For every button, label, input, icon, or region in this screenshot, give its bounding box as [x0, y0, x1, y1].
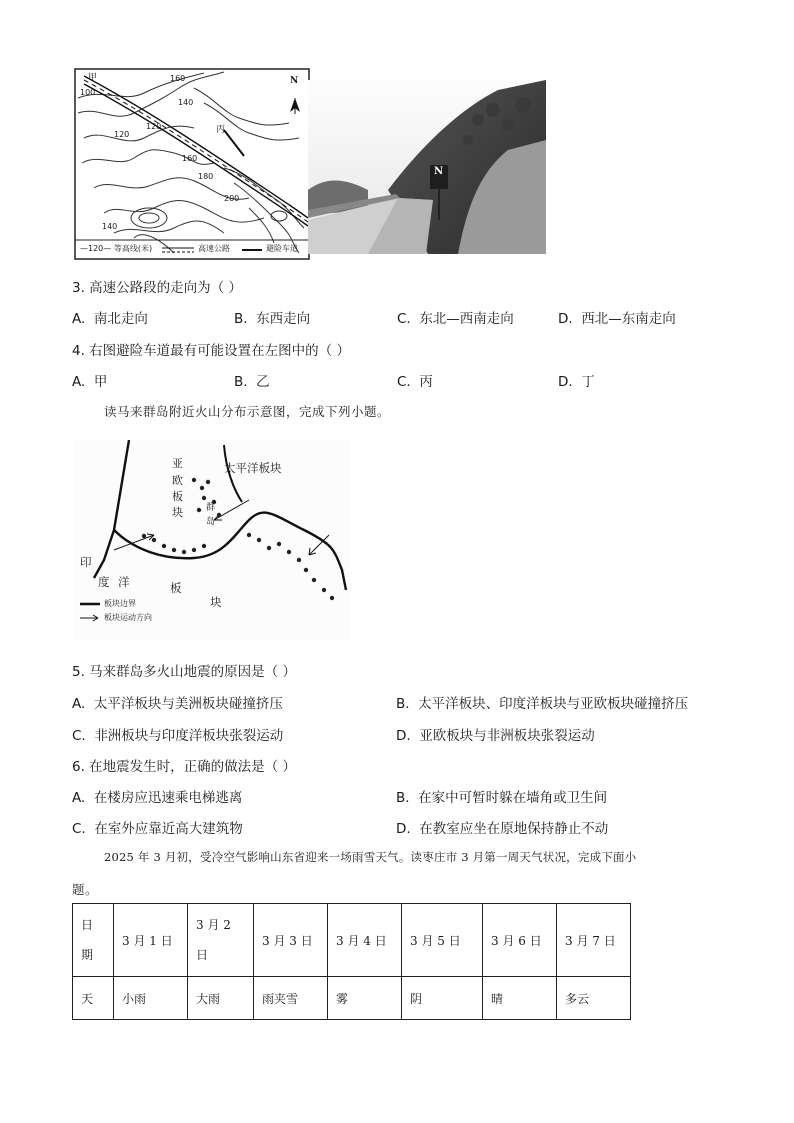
option-letter: B.: [234, 374, 248, 390]
option-text: 太平洋板块与美洲板块碰撞挤压: [93, 696, 283, 712]
plate-map-svg: [74, 440, 350, 640]
option-text: 在室外应靠近高大建筑物: [94, 821, 243, 837]
map-label-bing: 丙: [216, 125, 226, 135]
option-letter: C.: [72, 821, 86, 837]
table-cell-weather: 大雨: [188, 977, 254, 1020]
label-indian-5: 块: [210, 595, 222, 609]
option-text: 东北—西南走向: [419, 311, 514, 327]
contour-value: 180: [198, 172, 214, 181]
q3-option-b[interactable]: [234, 307, 310, 327]
table-cell-date: 3 月 3 日: [254, 904, 328, 977]
option-text: 丁: [581, 374, 595, 390]
legend-highway-label: 高速公路: [198, 244, 230, 253]
option-letter: A.: [72, 311, 86, 327]
option-text: 甲: [93, 374, 108, 390]
option-letter: D.: [558, 311, 573, 327]
option-text: 在家中可暂时躲在墙角或卫生间: [418, 790, 608, 806]
escape-lane-photo: [308, 80, 546, 254]
label-pacific-plate: 太平洋板块: [224, 461, 282, 475]
option-letter: A.: [72, 374, 86, 390]
table-cell-date: 3 月 7 日: [557, 904, 631, 977]
option-text: 非洲板块与印度洋板块张裂运动: [94, 728, 284, 744]
option-text: 在教室应坐在原地保持静止不动: [419, 821, 609, 837]
q6-option-d[interactable]: [396, 817, 608, 837]
legend-boundary-label: 板块边界: [104, 599, 136, 608]
intro-weather-line2: 题。: [72, 882, 99, 897]
contour-value: 140: [178, 98, 194, 107]
q5-stem: 5. 马来群岛多火山地震的原因是（ ）: [72, 664, 296, 680]
intro-weather-line1: 2025 年 3 月初，受冷空气影响山东省迎来一场雨雪天气。读枣庄市 3 月第一周天气状况，完成下面小: [104, 850, 637, 864]
q4-option-b[interactable]: [234, 370, 270, 390]
option-letter: C.: [397, 311, 411, 327]
q6-option-c[interactable]: [72, 817, 243, 837]
label-eurasia-1: 亚: [172, 457, 183, 470]
legend-escape-lane-label: 避险车道: [266, 244, 298, 253]
option-text: 在楼房应迅速乘电梯逃离: [93, 790, 243, 806]
table-cell-weather: 阴: [402, 977, 483, 1020]
q3-option-d[interactable]: [558, 307, 676, 327]
q4-option-c[interactable]: [397, 370, 433, 390]
label-indian-3: 洋: [118, 575, 130, 589]
contour-map-svg: [74, 68, 310, 260]
option-text: 丙: [419, 374, 433, 390]
contour-value: 140: [102, 222, 118, 231]
table-cell-date: 3 月 1 日: [114, 904, 188, 977]
contour-value: 100: [80, 88, 96, 97]
option-letter: C.: [397, 374, 411, 390]
option-letter: A.: [72, 790, 86, 806]
option-text: 乙: [256, 374, 270, 390]
label-eurasia-3: 板: [172, 490, 183, 503]
intro-volcano: 读马来群岛附近火山分布示意图，完成下列小题。: [104, 404, 391, 419]
photo-svg: [308, 80, 546, 254]
q6-option-a[interactable]: [72, 786, 242, 806]
table-cell-weather: 雨夹雪: [254, 977, 328, 1020]
q4-option-a[interactable]: [72, 370, 107, 390]
option-letter: B.: [234, 311, 248, 327]
q6-stem: 6. 在地震发生时，正确的做法是（ ）: [72, 759, 296, 775]
weather-table: [72, 903, 631, 1020]
contour-value: 120: [146, 122, 162, 131]
q3-option-c[interactable]: [397, 307, 514, 327]
map-label-jia: 甲: [88, 73, 98, 83]
table-cell-date: 3 月 4 日: [328, 904, 402, 977]
option-text: 东西走向: [256, 311, 311, 327]
legend-contour: —120— 等高线(米): [80, 244, 153, 253]
option-letter: D.: [396, 821, 411, 837]
q4-option-d[interactable]: [558, 370, 595, 390]
contour-value: 160: [170, 74, 186, 83]
q5-option-d[interactable]: [396, 724, 595, 744]
table-cell-date: 3 月 5 日: [402, 904, 483, 977]
option-text: 南北走向: [93, 311, 148, 327]
q6-option-b[interactable]: [396, 786, 607, 806]
contour-value: 160: [182, 154, 198, 163]
option-text: 亚欧板块与非洲板块张裂运动: [419, 728, 595, 744]
table-cell-weather: 小雨: [114, 977, 188, 1020]
q3-option-a[interactable]: [72, 307, 148, 327]
q4-stem: 4. 右图避险车道最有可能设置在左图中的（ ）: [72, 343, 350, 359]
header-char: 日: [81, 918, 94, 932]
table-row: [73, 977, 631, 1020]
contour-map: [74, 68, 310, 260]
table-cell-date: 3 月 6 日: [483, 904, 557, 977]
table-header-weather: 天: [73, 977, 114, 1020]
label-archipelago-2: 岛: [206, 517, 216, 527]
legend-motion-label: 板块运动方向: [104, 613, 152, 622]
contour-value: 120: [114, 130, 130, 139]
option-letter: D.: [558, 374, 573, 390]
table-header-date: [73, 904, 114, 977]
header-char: 期: [81, 948, 94, 962]
q5-option-c[interactable]: [72, 724, 283, 744]
option-text: 太平洋板块、印度洋板块与亚欧板块碰撞挤压: [418, 696, 689, 712]
table-cell-weather: 晴: [483, 977, 557, 1020]
table-cell-date: [188, 904, 254, 977]
contour-value: 200: [224, 194, 240, 203]
table-cell-weather: 雾: [328, 977, 402, 1020]
option-letter: A.: [72, 696, 86, 712]
label-indian-4: 板: [170, 581, 182, 595]
option-letter: B.: [396, 696, 410, 712]
option-text: 西北—东南走向: [581, 311, 676, 327]
photo-sign-text: N: [434, 166, 444, 177]
q3-stem: 3. 高速公路段的走向为（ ）: [72, 280, 242, 296]
table-row: [73, 904, 631, 977]
label-eurasia-4: 块: [172, 506, 183, 519]
q5-option-b[interactable]: [396, 692, 688, 712]
legend-contour-value: 120: [88, 244, 104, 253]
option-letter: B.: [396, 790, 410, 806]
label-indian-1: 印: [80, 555, 92, 569]
label-indian-2: 度: [98, 575, 110, 589]
north-arrow-icon: N: [290, 76, 299, 86]
option-letter: D.: [396, 728, 411, 744]
date-wrap: 3 月 2 日: [196, 918, 231, 962]
plate-map: [74, 440, 350, 640]
legend-contour-label: 等高线(米): [113, 244, 153, 253]
label-archipelago-1: 群: [206, 503, 216, 513]
option-letter: C.: [72, 728, 86, 744]
table-cell-weather: 多云: [557, 977, 631, 1020]
q5-option-a[interactable]: [72, 692, 283, 712]
label-eurasia-2: 欧: [172, 474, 183, 487]
